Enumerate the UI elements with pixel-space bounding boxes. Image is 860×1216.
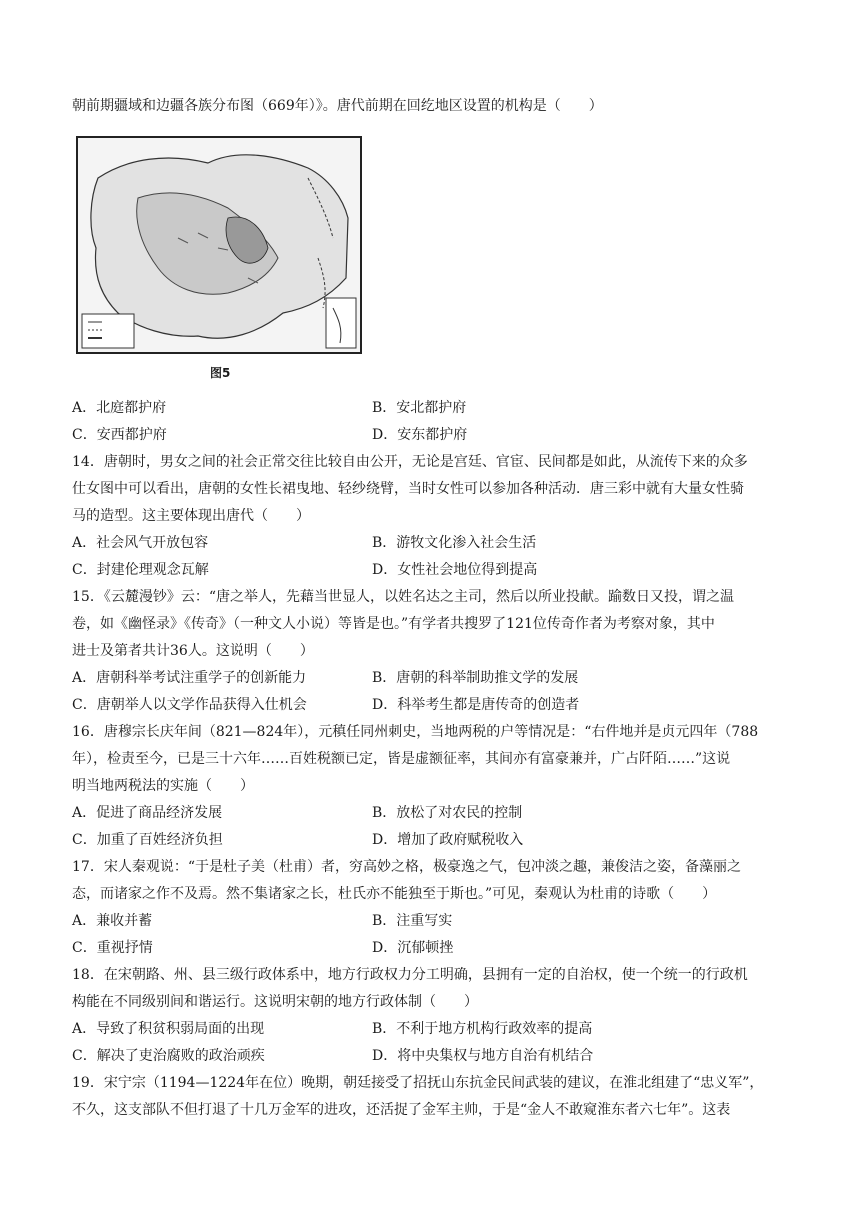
- q15-line-2: 卷，如《幽怪录》《传奇》（一种文人小说）等皆是也。”有学者共搜罗了121位传奇作者为考察对象，其中: [72, 616, 715, 632]
- q14-line-2: 仕女图中可以看出，唐朝的女性长裙曳地、轻纱绕臂，当时女性可以参加各种活动．唐三彩中就有大量女性骑: [72, 481, 744, 497]
- q17-option-b: B．注重写实: [372, 913, 453, 929]
- q13-option-d: D．安东都护府: [372, 427, 468, 443]
- q14-line-3: 马的造型。这主要体现出唐代（ ）: [72, 508, 310, 524]
- map-icon: [78, 138, 360, 352]
- q16-option-c: C．加重了百姓经济负担: [72, 832, 223, 848]
- q16-option-b: B．放松了对农民的控制: [372, 805, 523, 821]
- q18-line-1: 18．在宋朝路、州、县三级行政体系中，地方行政权力分工明确，县拥有一定的自治权，使一个统一的行政机: [72, 967, 748, 983]
- q15-option-c: C．唐朝举人以文学作品获得入仕机会: [72, 697, 307, 713]
- q15-line-3: 进士及第者共计36人。这说明（ ）: [72, 643, 314, 659]
- q18-option-b: B．不利于地方机构行政效率的提高: [372, 1021, 593, 1037]
- q16-line-1: 16．唐穆宗长庆年间（821—824年），元稹任同州刺史，当地两税的户等情况是：“右件地并是贞元四年（788: [72, 724, 759, 740]
- q13-option-a: A．北庭都护府: [72, 400, 167, 416]
- q14-option-a: A．社会风气开放包容: [72, 535, 209, 551]
- q14-line-1: 14．唐朝时，男女之间的社会正常交往比较自由公开，无论是宫廷、官宦、民间都是如此，从流传下来的众多: [72, 454, 748, 470]
- q15-option-b: B．唐朝的科举制助推文学的发展: [372, 670, 579, 686]
- q18-line-2: 构能在不同级别间和谐运行。这说明宋朝的地方行政体制（ ）: [72, 994, 478, 1010]
- q14-option-c: C．封建伦理观念瓦解: [72, 562, 209, 578]
- q15-option-a: A．唐朝科举考试注重学子的创新能力: [72, 670, 307, 686]
- q18-option-c: C．解决了吏治腐败的政治顽疾: [72, 1048, 265, 1064]
- q15-option-d: D．科举考生都是唐传奇的创造者: [372, 697, 580, 713]
- q17-option-d: D．沉郁顿挫: [372, 940, 454, 956]
- q16-line-3: 明当地两税法的实施（ ）: [72, 778, 254, 794]
- q16-option-a: A．促进了商品经济发展: [72, 805, 223, 821]
- q17-option-a: A．兼收并蓄: [72, 913, 153, 929]
- q18-option-a: A．导致了积贫积弱局面的出现: [72, 1021, 265, 1037]
- map-figure: [76, 136, 362, 354]
- q19-line-2: 不久，这支部队不但打退了十几万金军的进攻，还活捉了金军主帅，于是“金人不敢窥淮东者六七年”。这表: [72, 1102, 731, 1118]
- q14-option-b: B．游牧文化渗入社会生活: [372, 535, 537, 551]
- q17-option-c: C．重视抒情: [72, 940, 153, 956]
- q16-option-d: D．增加了政府赋税收入: [372, 832, 524, 848]
- q13-option-c: C．安西都护府: [72, 427, 167, 443]
- intro-line: 朝前期疆域和边疆各族分布图（669年）》。唐代前期在回纥地区设置的机构是（ ）: [72, 98, 603, 114]
- q19-line-1: 19．宋宁宗（1194—1224年在位）晚期，朝廷接受了招抚山东抗金民间武装的建议，在淮北组建了“忠义军”，: [72, 1075, 764, 1091]
- q14-option-d: D．女性社会地位得到提高: [372, 562, 538, 578]
- q13-option-b: B．安北都护府: [372, 400, 467, 416]
- q17-line-1: 17．宋人秦观说：“于是杜子美（杜甫）者，穷高妙之格，极豪逸之气，包冲淡之趣，兼俊洁之姿，备藻丽之: [72, 859, 741, 875]
- figure-caption: 图5: [210, 366, 231, 380]
- q15-line-1: 15．《云麓漫钞》云：“唐之举人，先藉当世显人，以姓名达之主司，然后以所业投献。踰数日又投，谓之温: [72, 589, 734, 605]
- q18-option-d: D．将中央集权与地方自治有机结合: [372, 1048, 594, 1064]
- q16-line-2: 年），检责至今，已是三十六年……百姓税额已定，皆是虚额征率，其间亦有富豪兼并，广占阡陌……”这说: [72, 751, 731, 767]
- q17-line-2: 态，而诸家之作不及焉。然不集诸家之长，杜氏亦不能独至于斯也。”可见，秦观认为杜甫的诗歌（ ）: [72, 886, 717, 902]
